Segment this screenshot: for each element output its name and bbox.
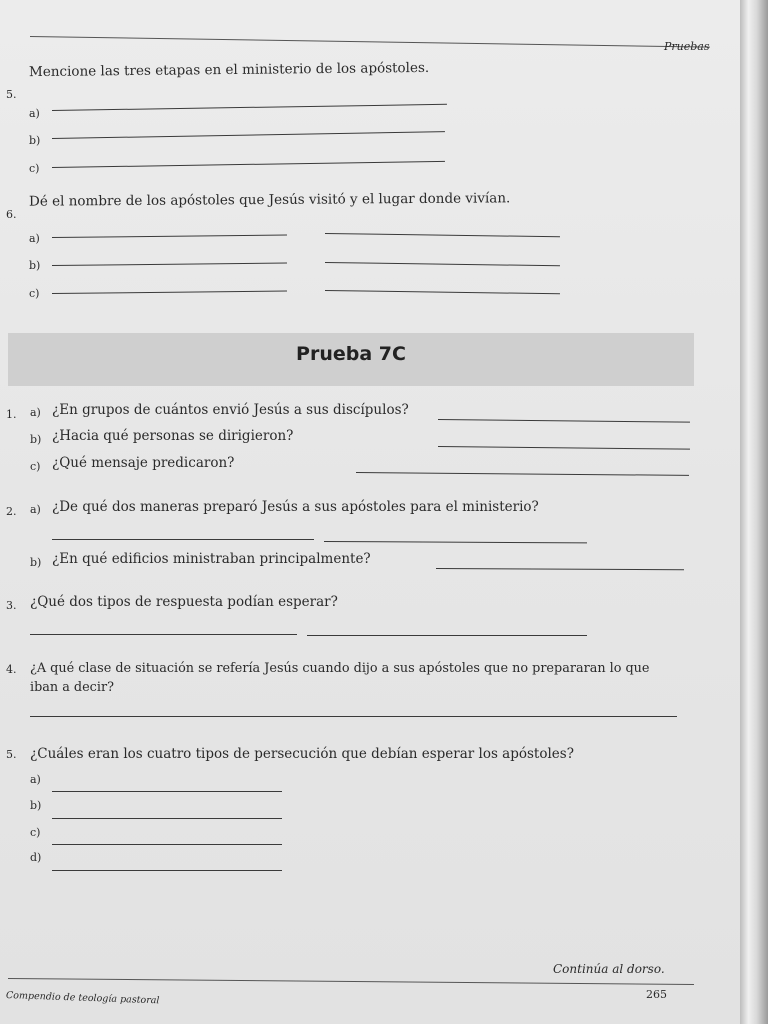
item-label: a)	[29, 232, 40, 245]
question-number: 4.	[6, 663, 17, 676]
answer-line	[438, 446, 690, 450]
question-text: Dé el nombre de los apóstoles que Jesús visitó y el lugar donde vivían.	[28, 190, 511, 210]
question-text: ¿Qué dos tipos de respuesta podían esperar?	[30, 594, 338, 610]
continue-note: Continúa al dorso.	[553, 962, 665, 976]
answer-line	[356, 472, 689, 476]
question-text-continued: iban a decir?	[30, 680, 114, 695]
item-label: c)	[29, 287, 40, 300]
item-label: c)	[30, 460, 41, 473]
answer-line	[52, 235, 287, 238]
item-label: c)	[30, 826, 41, 839]
item-label: b)	[30, 433, 42, 446]
item-label: d)	[30, 851, 42, 864]
item-label: b)	[29, 259, 41, 272]
book-title: Compendio de teología pastoral	[5, 990, 160, 1007]
running-header: Pruebas	[664, 40, 710, 53]
question-text: ¿Hacia qué personas se dirigieron?	[52, 428, 294, 444]
page-number: 265	[646, 988, 667, 1001]
question-text: ¿A qué clase de situación se refería Jesús cuando dijo a sus apóstoles que no prepararan lo que	[30, 661, 650, 676]
question-text: ¿En qué edificios ministraban principalmente?	[52, 551, 371, 567]
item-label: a)	[29, 107, 40, 120]
question-number: 6.	[6, 208, 17, 221]
answer-line	[52, 161, 445, 168]
question-number: 2.	[6, 505, 17, 518]
item-label: a)	[30, 406, 41, 419]
answer-line	[52, 844, 282, 845]
answer-line	[30, 716, 677, 717]
answer-line	[325, 233, 560, 237]
question-text: ¿De qué dos maneras preparó Jesús a sus apóstoles para el ministerio?	[52, 499, 539, 515]
question-text: ¿En grupos de cuántos envió Jesús a sus discípulos?	[52, 402, 409, 418]
question-number: 5.	[6, 748, 17, 761]
item-label: a)	[30, 773, 41, 786]
answer-line	[52, 263, 287, 266]
section-title: Prueba 7C	[296, 343, 406, 365]
answer-line	[52, 791, 282, 792]
footer-rule	[8, 978, 694, 985]
item-label: b)	[30, 556, 42, 569]
question-text: ¿Qué mensaje predicaron?	[52, 455, 235, 471]
answer-line	[52, 539, 314, 540]
question-number: 5.	[6, 88, 17, 101]
item-label: a)	[30, 503, 41, 516]
answer-line	[325, 290, 560, 294]
section-banner	[8, 333, 694, 386]
answer-line	[438, 419, 690, 423]
answer-line	[325, 262, 560, 266]
answer-line	[436, 568, 684, 570]
question-text: ¿Cuáles eran los cuatro tipos de persecución que debían esperar los apóstoles?	[30, 746, 574, 762]
item-label: c)	[29, 162, 40, 175]
page-edge-stack	[740, 0, 768, 1024]
question-number: 3.	[6, 599, 17, 612]
answer-line	[324, 541, 587, 543]
item-label: b)	[29, 134, 41, 147]
question-number: 1.	[6, 408, 17, 421]
header-rule	[30, 36, 710, 48]
item-label: b)	[30, 799, 42, 812]
answer-line	[30, 634, 297, 635]
question-text: Mencione las tres etapas en el ministerio de los apóstoles.	[28, 59, 430, 81]
answer-line	[52, 818, 282, 819]
answer-line	[52, 291, 287, 294]
answer-line	[52, 870, 282, 871]
answer-line	[307, 635, 587, 636]
answer-line	[52, 131, 445, 139]
answer-line	[52, 104, 447, 111]
